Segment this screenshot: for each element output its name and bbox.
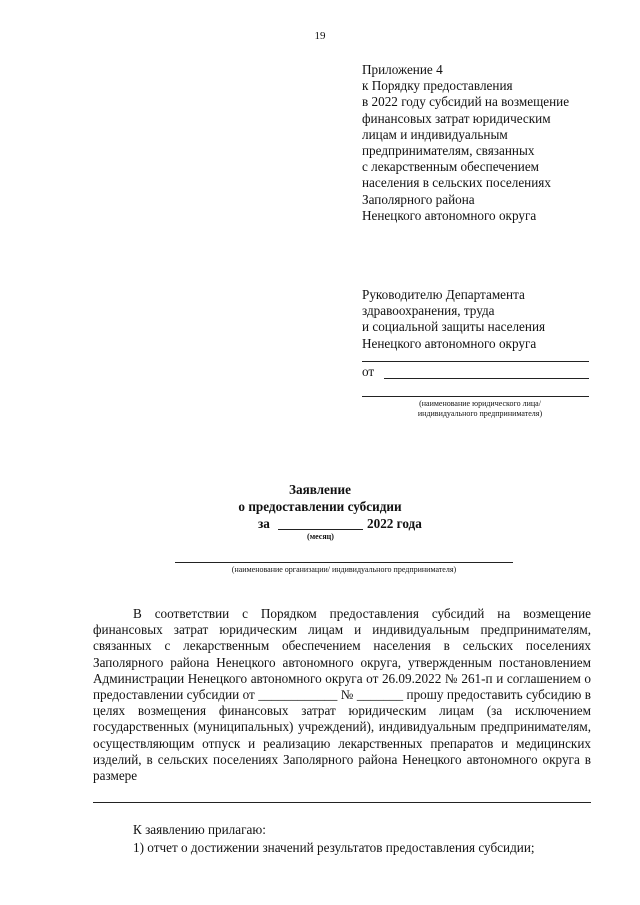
addressee-line: Руководителю Департамента <box>362 287 525 302</box>
month-blank-line <box>278 529 363 530</box>
applicant-name-line-2 <box>362 396 589 397</box>
appendix-header <box>362 62 569 224</box>
appendix-line: Заполярного района <box>362 191 475 207</box>
addressee-line: здравоохранения, труда <box>362 303 495 319</box>
appendix-line: предпринимателям, связанных <box>362 143 535 159</box>
appendix-line: финансовых затрат юридическим <box>362 110 551 126</box>
period-prefix: за <box>258 516 270 531</box>
appendix-line: в 2022 году субсидий на возмещение <box>362 94 570 110</box>
addressee-blank-line <box>362 361 589 362</box>
document-title: Заявление <box>289 482 351 497</box>
application-body-paragraph: В соответствии с Порядком предоставления субсидий на возмещение финансовых затрат юридическим лицам и индивидуальным предпринимателям, связанных с лекарственным обеспечением населения в сельских поселениях Заполярного района Ненецкого автономного округа, утвержденным постановлением Администрации Ненецкого автономного округа от 26.09.2022 № 261-п и соглашением о предоставлении субсидии от ____________ № _______ прошу предоставить субсидию в целях возмещения финансовых затрат юридическим лицам (за исключением государственных (муниципальных) учреждений), индивидуальным предпринимателям, осуществляющим отпуск и реализацию лекарственных препаратов и медицинских изделий, в сельских поселениях Заполярного района Ненецкого автономного округа в размере <box>93 606 591 784</box>
appendix-line: лицам и индивидуальным <box>362 126 508 142</box>
appendix-line: населения в сельских поселениях <box>362 175 551 191</box>
amount-blank-line <box>93 802 591 803</box>
attachments-intro: К заявлению прилагаю: <box>133 822 266 837</box>
applicant-name-line <box>384 378 589 379</box>
applicant-caption-line: индивидуального предпринимателя) <box>417 409 543 418</box>
attachment-item: 1) отчет о достижении значений результатов предоставления субсидии; <box>133 840 535 855</box>
appendix-line: Приложение 4 <box>362 62 443 77</box>
addressee-block <box>362 287 545 352</box>
organization-caption: (наименование организации/ индивидуального предпринимателя) <box>231 565 457 574</box>
applicant-caption <box>380 399 580 419</box>
addressee-line: Ненецкого автономного округа <box>362 335 537 351</box>
addressee-line: и социальной защиты населения <box>362 319 546 335</box>
applicant-caption-line: (наименование юридического лица/ <box>419 399 541 408</box>
page-number: 19 <box>314 30 326 42</box>
period-suffix: 2022 года <box>367 516 422 531</box>
appendix-line: Ненецкого автономного округа <box>362 207 537 223</box>
from-label: от <box>362 364 375 379</box>
period-line <box>258 516 270 532</box>
appendix-line: к Порядку предоставления <box>362 78 513 94</box>
document-subtitle: о предоставлении субсидии <box>238 499 402 514</box>
organization-name-line <box>175 562 513 563</box>
month-caption: (месяц) <box>307 532 334 541</box>
appendix-line: с лекарственным обеспечением <box>362 159 540 175</box>
